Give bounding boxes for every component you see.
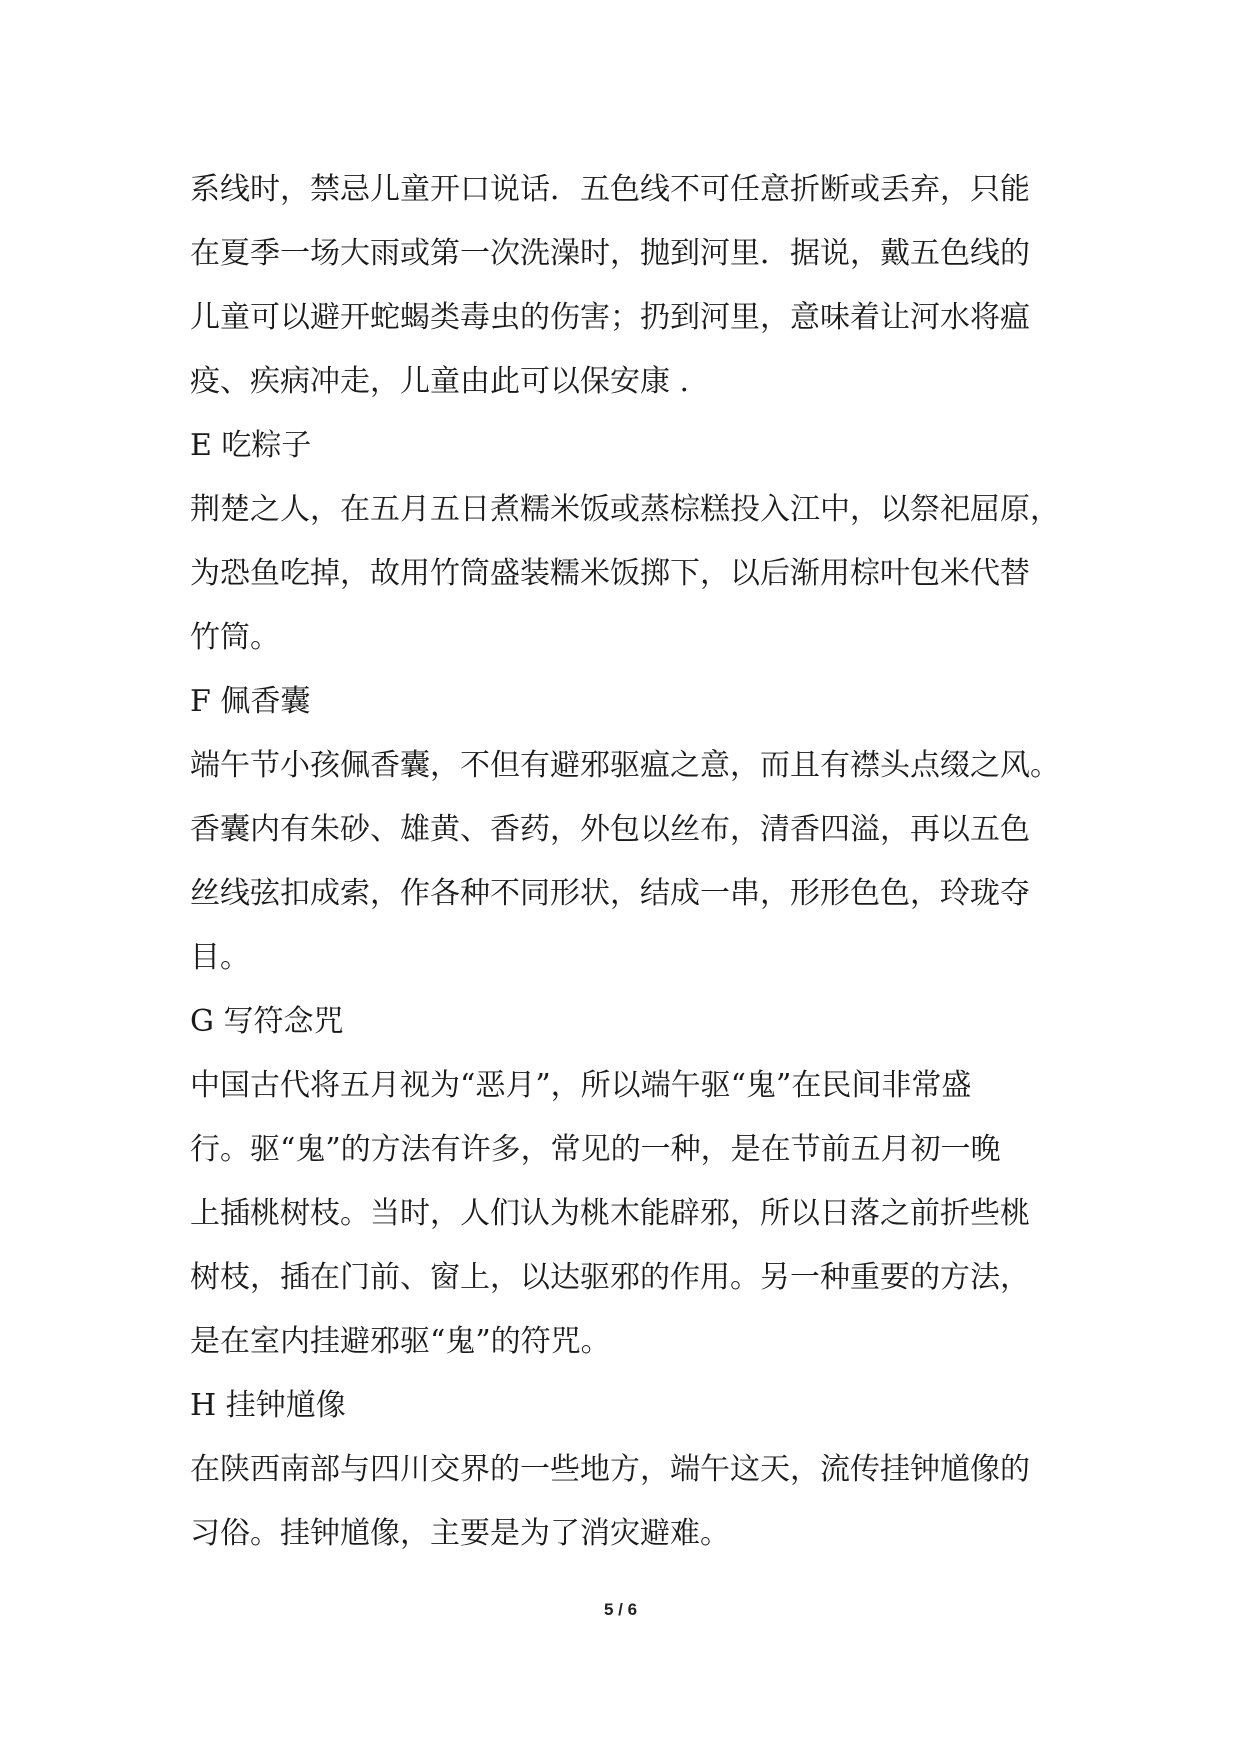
text-line: 上插桃树枝。当时，人们认为桃木能辟邪，所以日落之前折些桃 (190, 1196, 1030, 1231)
text-line: 习俗。挂钟馗像，主要是为了消灾避难。 (190, 1516, 730, 1551)
text-line: 儿童可以避开蛇蝎类毒虫的伤害；扔到河里，意味着让河水将瘟 (190, 300, 1030, 335)
text-line: 中国古代将五月视为“恶月”，所以端午驱“鬼”在民间非常盛 (190, 1068, 972, 1103)
text-line: 是在室内挂避邪驱“鬼”的符咒。 (190, 1324, 611, 1359)
section-heading: E 吃粽子 (190, 428, 312, 463)
text-line: 行。驱“鬼”的方法有许多，常见的一种，是在节前五月初一晚 (190, 1132, 1001, 1167)
page-number: 5 / 6 (603, 1600, 638, 1619)
document-body (190, 158, 1060, 1566)
section-heading: G 写符念咒 (190, 1004, 344, 1039)
text-line: 竹筒。 (190, 620, 280, 655)
text-line: 疫、疾病冲走，儿童由此可以保安康 . (190, 364, 690, 399)
text-line: 在陕西南部与四川交界的一些地方，端午这天，流传挂钟馗像的 (190, 1452, 1030, 1487)
text-line: 端午节小孩佩香囊，不但有避邪驱瘟之意，而且有襟头点缀之风。 (190, 748, 1060, 783)
text-line: 为恐鱼吃掉，故用竹筒盛装糯米饭掷下，以后渐用棕叶包米代替 (190, 556, 1030, 591)
text-line: 目。 (190, 940, 250, 975)
text-line: 在夏季一场大雨或第一次洗澡时，抛到河里．据说，戴五色线的 (190, 236, 1030, 271)
section-heading: H 挂钟馗像 (190, 1388, 346, 1423)
text-line: 荆楚之人，在五月五日煮糯米饭或蒸棕糕投入江中，以祭祀屈原， (190, 492, 1060, 527)
text-line: 系线时，禁忌儿童开口说话．五色线不可任意折断或丢弃，只能 (190, 172, 1030, 207)
text-line: 香囊内有朱砂、雄黄、香药，外包以丝布，清香四溢，再以五色 (190, 812, 1030, 847)
text-line: 树枝，插在门前、窗上，以达驱邪的作用。另一种重要的方法， (190, 1260, 1030, 1295)
text-line: 丝线弦扣成索，作各种不同形状，结成一串，形形色色，玲珑夺 (190, 876, 1030, 911)
section-heading: F 佩香囊 (190, 684, 311, 719)
